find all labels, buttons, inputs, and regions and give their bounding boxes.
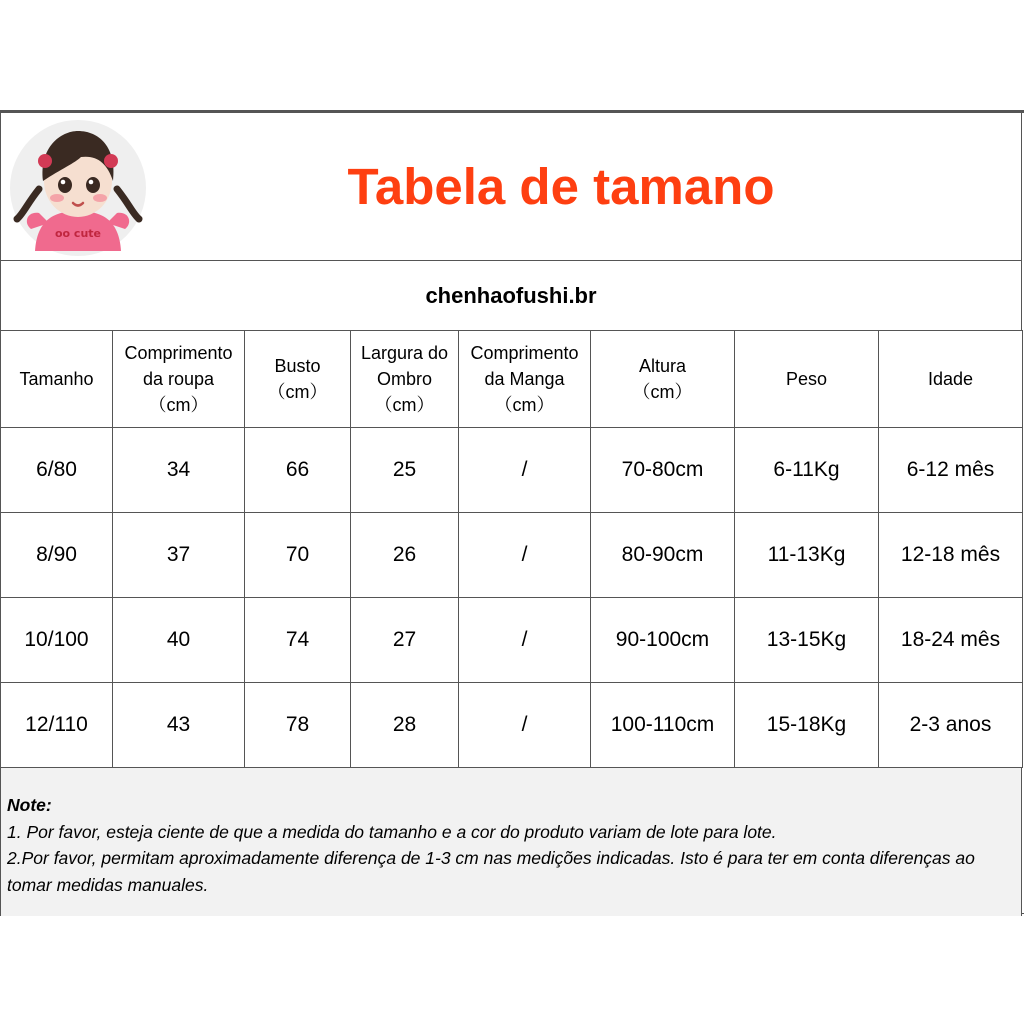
table-cell: 90-100cm bbox=[591, 598, 735, 683]
table-cell: 100-110cm bbox=[591, 683, 735, 768]
table-cell: 25 bbox=[351, 428, 459, 513]
table-cell: 40 bbox=[113, 598, 245, 683]
table-cell: 34 bbox=[113, 428, 245, 513]
table-row bbox=[1, 598, 1023, 683]
table-cell: 2-3 anos bbox=[879, 683, 1023, 768]
column-header-altura bbox=[591, 331, 735, 428]
table-cell: 8/90 bbox=[1, 513, 113, 598]
note-line-2: 2.Por favor, permitam aproximadamente diferença de 1-3 cm nas medições indicadas. Isto é para ter em conta diferenças ao tomar medidas manuales. bbox=[7, 848, 975, 895]
size-chart-sheet bbox=[0, 110, 1024, 914]
header-line: Peso bbox=[785, 369, 828, 389]
shop-row bbox=[0, 261, 1022, 331]
header-line: Comprimento bbox=[470, 343, 579, 363]
shop-name: chenhaofushi.br bbox=[425, 282, 597, 308]
table-header-row bbox=[1, 331, 1023, 428]
table-cell: 12/110 bbox=[1, 683, 113, 768]
table-cell: 11-13Kg bbox=[735, 513, 879, 598]
table-cell: 80-90cm bbox=[591, 513, 735, 598]
column-header-idade bbox=[879, 331, 1023, 428]
header-unit: （cm） bbox=[494, 395, 555, 415]
table-cell: 66 bbox=[245, 428, 351, 513]
table-row bbox=[1, 513, 1023, 598]
header-line: Tamanho bbox=[19, 369, 94, 389]
table-cell: 78 bbox=[245, 683, 351, 768]
header-line: da roupa bbox=[142, 369, 215, 389]
note-box bbox=[0, 768, 1022, 916]
table-cell: 15-18Kg bbox=[735, 683, 879, 768]
table-row bbox=[1, 428, 1023, 513]
header-unit: （cm） bbox=[632, 382, 693, 402]
column-header-comprimento-roupa bbox=[113, 331, 245, 428]
table-cell: 6/80 bbox=[1, 428, 113, 513]
table-cell: 27 bbox=[351, 598, 459, 683]
header-unit: （cm） bbox=[148, 395, 209, 415]
table-cell: 70-80cm bbox=[591, 428, 735, 513]
table-cell: 13-15Kg bbox=[735, 598, 879, 683]
table-cell: 37 bbox=[113, 513, 245, 598]
table-cell: / bbox=[459, 513, 591, 598]
header-line: da Manga bbox=[484, 369, 565, 389]
column-header-tamanho bbox=[1, 331, 113, 428]
girl-illustration bbox=[9, 119, 147, 257]
table-cell: 28 bbox=[351, 683, 459, 768]
note-line-1: 1. Por favor, esteja ciente de que a medida do tamanho e a cor do produto variam de lote para lote. bbox=[7, 821, 777, 842]
header-row bbox=[0, 113, 1022, 261]
header-unit: （cm） bbox=[267, 382, 328, 402]
table-cell: 6-12 mês bbox=[879, 428, 1023, 513]
table-cell: 43 bbox=[113, 683, 245, 768]
logo-lettering-text: oo cute bbox=[54, 227, 102, 240]
header-line: Idade bbox=[927, 369, 974, 389]
table-cell: / bbox=[459, 598, 591, 683]
column-header-comprimento-manga bbox=[459, 331, 591, 428]
table-cell: 18-24 mês bbox=[879, 598, 1023, 683]
table-cell: 12-18 mês bbox=[879, 513, 1023, 598]
column-header-peso bbox=[735, 331, 879, 428]
table-cell: 10/100 bbox=[1, 598, 113, 683]
note-title: Note: bbox=[7, 795, 52, 815]
header-line: Largura do bbox=[360, 343, 449, 363]
table-cell: / bbox=[459, 683, 591, 768]
page-title: Tabela de tamano bbox=[347, 158, 775, 215]
table-cell: 70 bbox=[245, 513, 351, 598]
table-cell: / bbox=[459, 428, 591, 513]
header-line: Altura bbox=[638, 356, 687, 376]
header-unit: （cm） bbox=[374, 395, 435, 415]
table-cell: 6-11Kg bbox=[735, 428, 879, 513]
column-header-largura-ombro bbox=[351, 331, 459, 428]
table-cell: 26 bbox=[351, 513, 459, 598]
girl-avatar-logo bbox=[9, 119, 147, 257]
header-line: Busto bbox=[274, 356, 321, 376]
size-table bbox=[0, 330, 1023, 768]
table-cell: 74 bbox=[245, 598, 351, 683]
header-line: Comprimento bbox=[124, 343, 233, 363]
column-header-busto bbox=[245, 331, 351, 428]
table-row bbox=[1, 683, 1023, 768]
header-line: Ombro bbox=[376, 369, 432, 389]
